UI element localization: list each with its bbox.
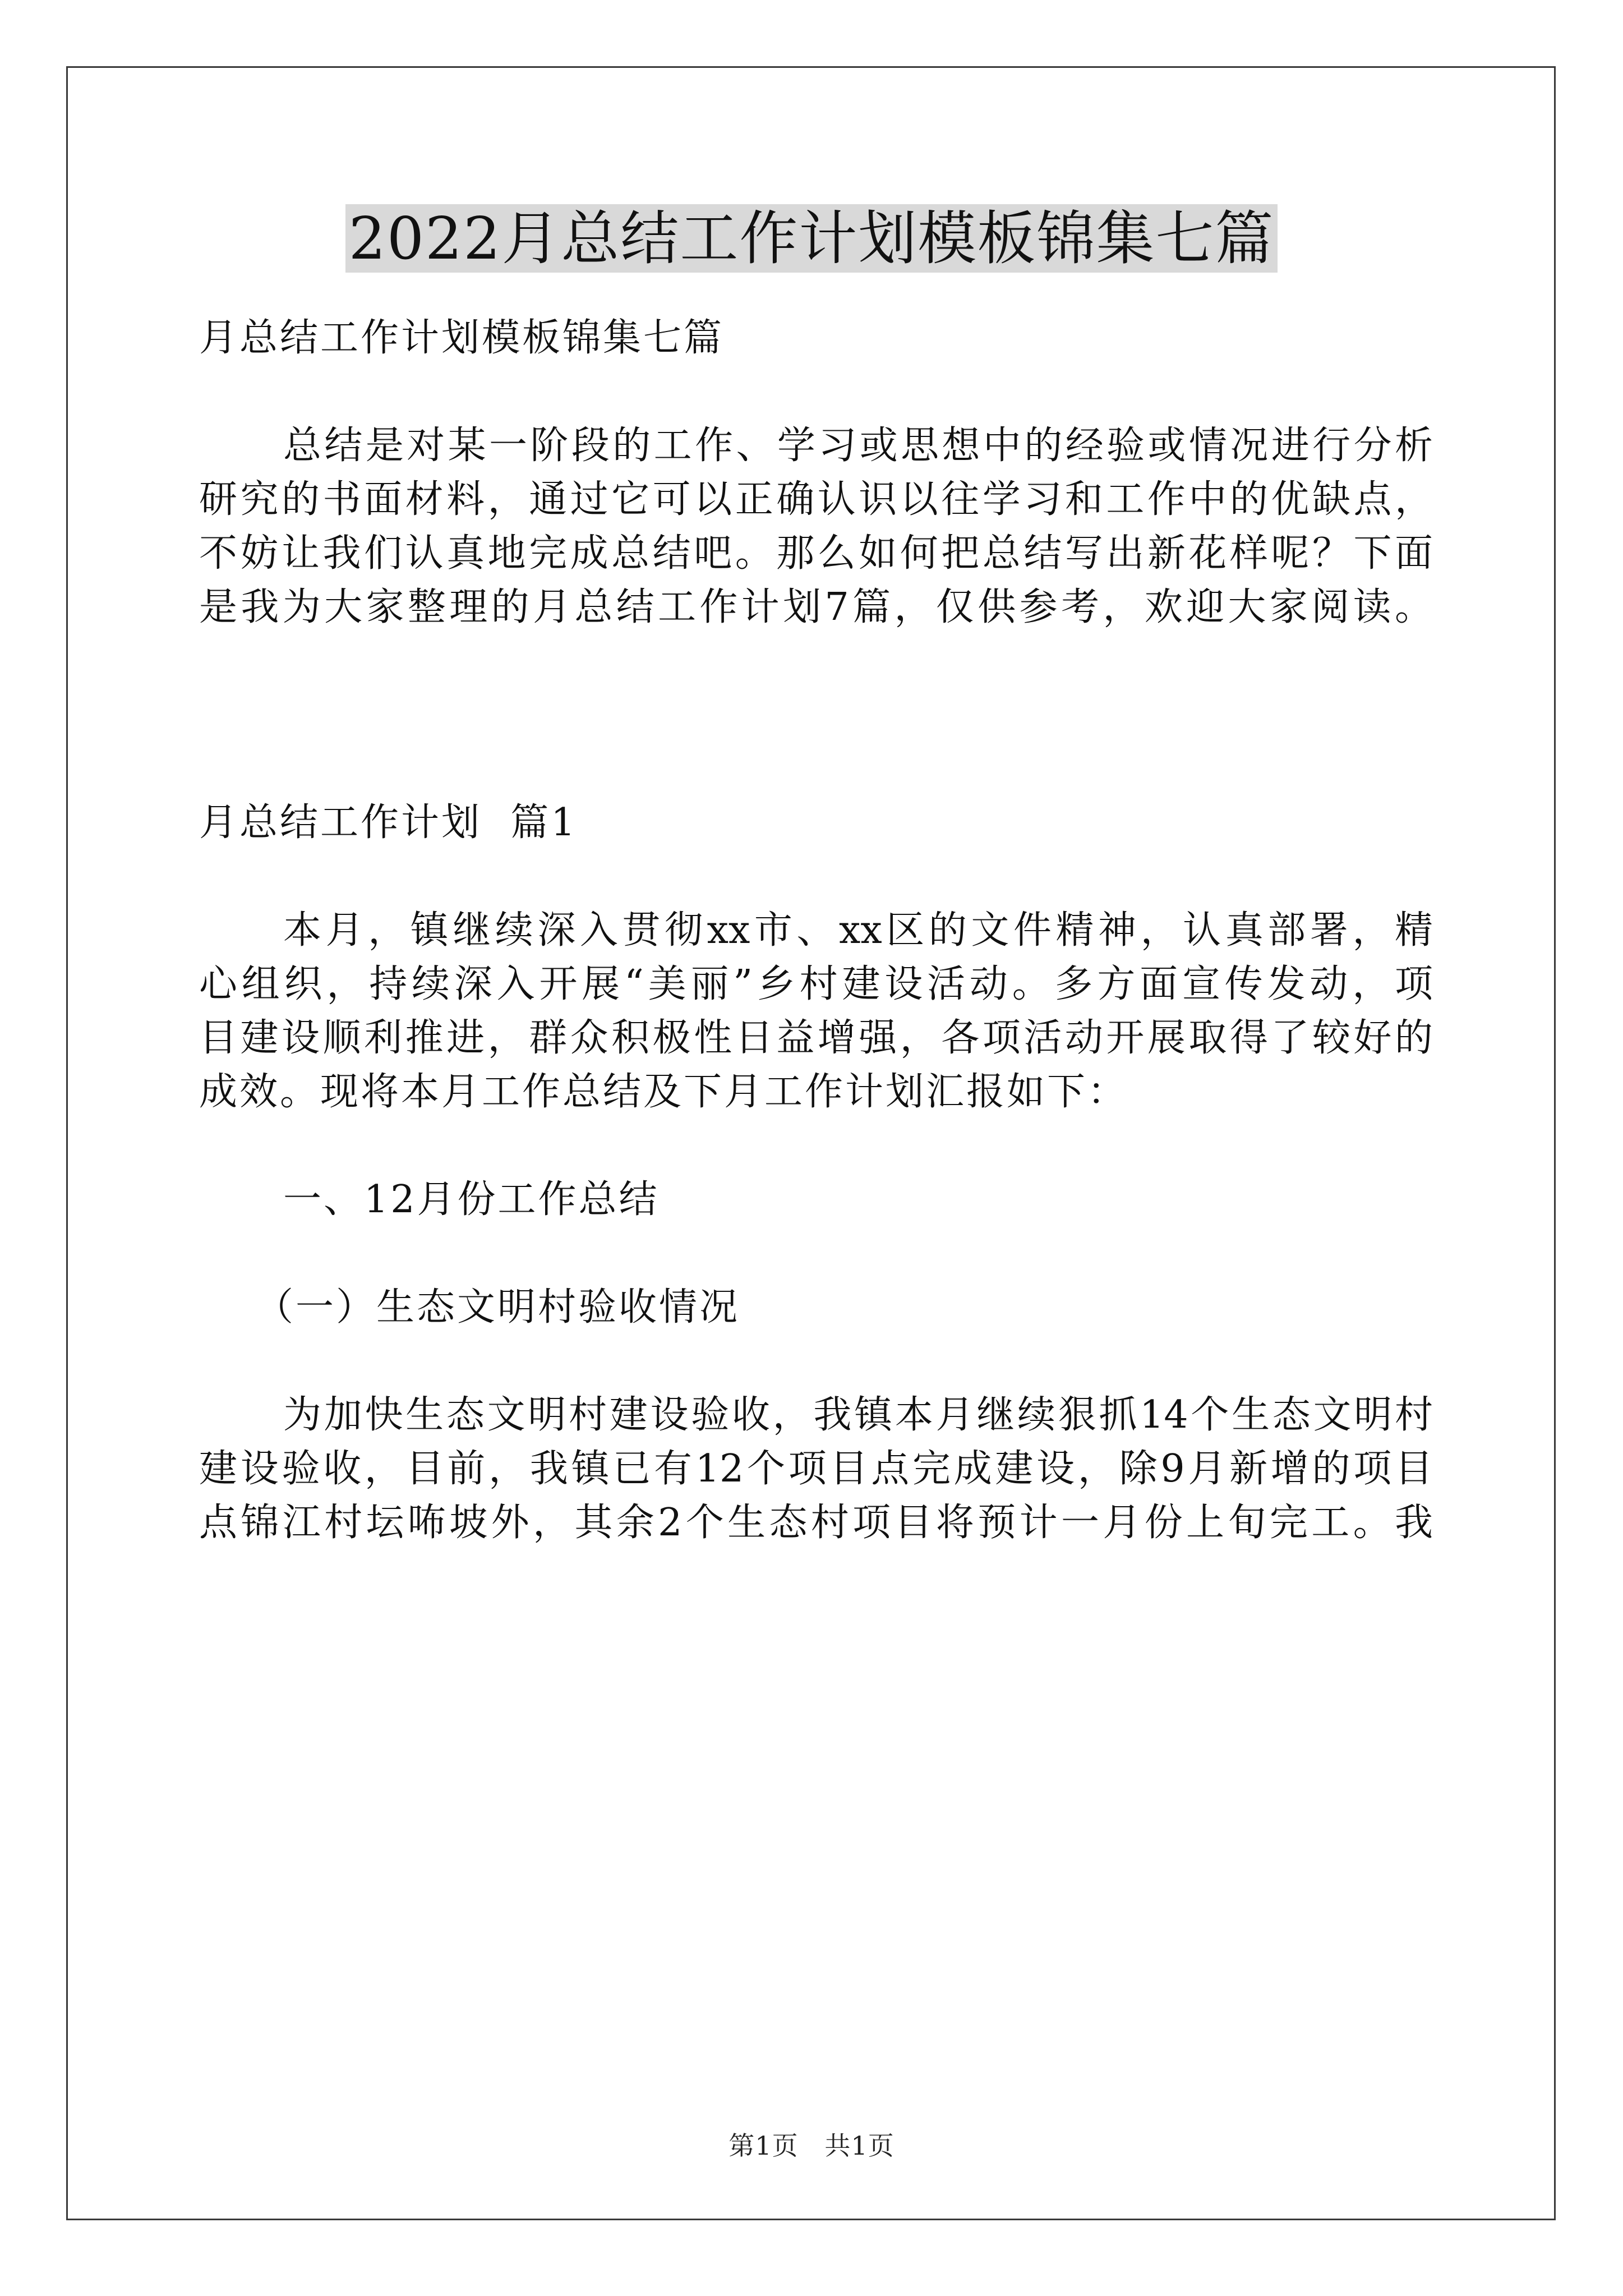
page-footer: 第1页 共1页 xyxy=(728,2131,895,2161)
heading-sub: （一）生态文明村验收情况 xyxy=(255,1285,740,1329)
para1-line-2: 心组织，持续深入开展“美丽”乡村建设活动。多方面宣传发动，项 xyxy=(199,962,1433,1006)
para1-line-1: 本月，镇继续深入贯彻xx市、xx区的文件精神，认真部署，精 xyxy=(283,908,1433,953)
heading-one: 一、12月份工作总结 xyxy=(283,1177,660,1222)
para2-line-1: 为加快生态文明村建设验收，我镇本月继续狠抓14个生态文明村 xyxy=(283,1393,1433,1437)
para1-line-3: 目建设顺利推进，群众积极性日益增强，各项活动开展取得了较好的 xyxy=(199,1016,1433,1060)
section-heading: 月总结工作计划 篇1 xyxy=(199,800,578,845)
document-title-text: 2022月总结工作计划模板锦集七篇 xyxy=(345,204,1278,273)
document-title xyxy=(0,196,1623,280)
intro-line-2: 研究的书面材料，通过它可以正确认识以往学习和工作中的优缺点， xyxy=(199,477,1433,522)
document-body xyxy=(199,311,1433,1550)
intro-line-4: 是我为大家整理的月总结工作计划7篇，仅供参考，欢迎大家阅读。 xyxy=(199,585,1433,629)
intro-line-3: 不妨让我们认真地完成总结吧。那么如何把总结写出新花样呢？下面 xyxy=(199,531,1433,576)
para2-line-3: 点锦江村坛咘坡外，其余2个生态村项目将预计一月份上旬完工。我 xyxy=(199,1501,1433,1545)
intro-line-1: 总结是对某一阶段的工作、学习或思想中的经验或情况进行分析 xyxy=(283,424,1433,468)
para1-line-4: 成效。现将本月工作总结及下月工作计划汇报如下： xyxy=(199,1070,1128,1114)
subtitle: 月总结工作计划模板锦集七篇 xyxy=(199,316,725,360)
para2-line-2: 建设验收，目前，我镇已有12个项目点完成建设，除9月新增的项目 xyxy=(199,1447,1433,1491)
